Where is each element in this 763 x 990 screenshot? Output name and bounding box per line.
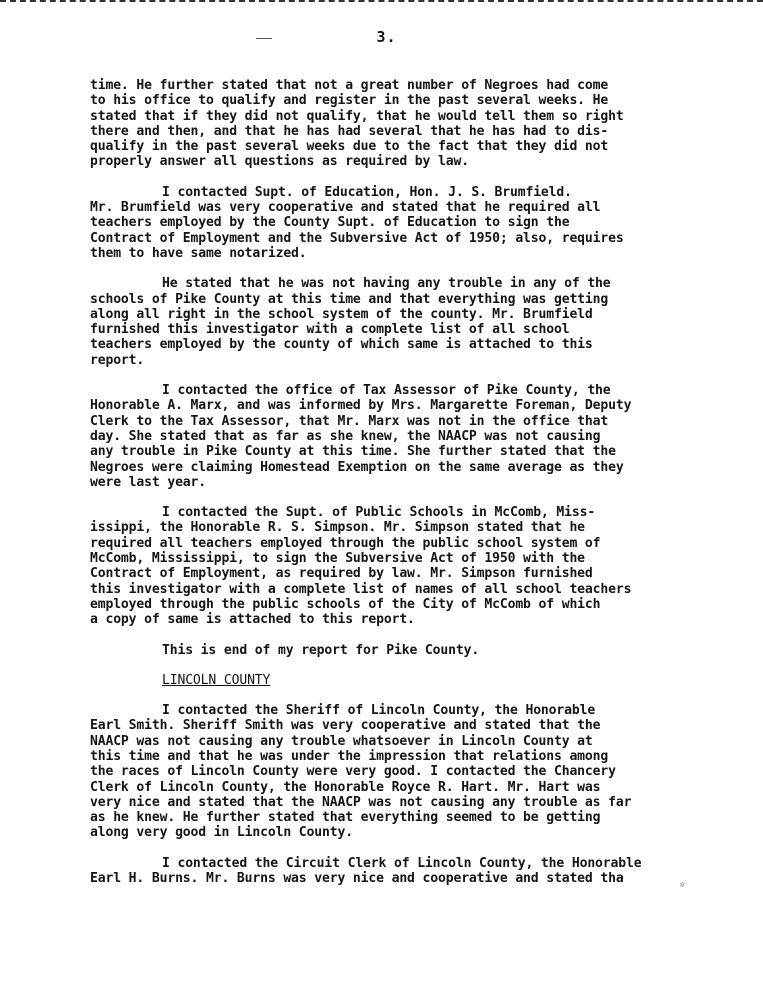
text-line: this investigator with a complete list of names of all school teachers [90,581,632,597]
text-line: Honorable A. Marx, and was informed by Mrs. Margarette Foreman, Deputy [90,398,632,414]
text-line: Earl H. Burns. Mr. Burns was very nice and cooperative and stated tha [90,871,624,887]
text-line: Contract of Employment, as required by law. Mr. Simpson furnished [90,566,593,582]
text-line: report. [90,352,145,368]
text-line: Clerk of Lincoln County, the Honorable Royce R. Hart. Mr. Hart was [90,779,601,795]
text-line: qualify in the past several weeks due to the fact that they did not [90,139,609,155]
scan-artifact: ✲ [679,880,685,890]
section-heading: LINCOLN COUNTY [162,672,271,688]
text-line: stated that if they did not qualify, that he would tell them so right [90,108,624,124]
text-line: along all right in the school system of the county. Mr. Brumfield [90,306,593,322]
text-line: day. She stated that as far as she knew, the NAACP was not causing [90,428,601,444]
text-line: Clerk to the Tax Assessor, that Mr. Marx was not in the office that [90,413,609,429]
text-line: there and then, and that he has had several that he has had to dis- [90,123,609,139]
closing-line: This is end of my report for Pike County. [162,642,480,658]
text-line: were last year. [90,474,206,490]
text-line: issippi, the Honorable R. S. Simpson. Mr. Simpson stated that he [90,520,585,536]
text-line: schools of Pike County at this time and that everything was getting [90,291,609,307]
text-line: McComb, Mississippi, to sign the Subversive Act of 1950 with the [90,551,585,567]
text-line: I contacted the office of Tax Assessor of Pike County, the [162,383,611,399]
paragraph-continuation [90,78,730,170]
text-line: the races of Lincoln County were very good. I contacted the Chancery [90,764,616,780]
text-line: to his office to qualify and register in the past several weeks. He [90,93,609,109]
text-line: as he knew. He further stated that everything seemed to be getting [90,810,601,826]
paragraph-supt-education [90,185,730,261]
text-line: required all teachers employed through the public school system of [90,535,601,551]
text-line: I contacted Supt. of Education, Hon. J. S. Brumfield. [162,184,572,200]
text-line: Earl Smith. Sheriff Smith was very cooperative and stated that the [90,718,601,734]
text-line: He stated that he was not having any trouble in any of the [162,276,611,292]
text-line: I contacted the Supt. of Public Schools in McComb, Miss- [162,505,596,521]
text-line: them to have same notarized. [90,245,307,261]
text-line: Negroes were claiming Homestead Exemption on the same average as they [90,459,624,475]
text-line: NAACP was not causing any trouble whatsoever in Lincoln County at [90,733,593,749]
paragraph-sheriff [90,703,730,841]
text-line: Mr. Brumfield was very cooperative and stated that he required all [90,200,601,216]
text-line: very nice and stated that the NAACP was not causing any trouble as far [90,794,632,810]
text-line: any trouble in Pike County at this time. She further stated that the [90,444,616,460]
text-line: time. He further stated that not a great number of Negroes had come [90,78,609,93]
text-line: Contract of Employment and the Subversive Act of 1950; also, requires [90,230,624,246]
paragraph-circuit-clerk [90,856,730,887]
text-line: this time and that he was under the impression that relations among [90,748,609,764]
text-line: teachers employed by the County Supt. of Education to sign the [90,215,570,231]
text-line: furnished this investigator with a complete list of all school [90,322,570,338]
document-body [90,78,730,901]
text-line: along very good in Lincoln County. [90,825,353,841]
paragraph-tax-assessor [90,383,730,490]
page-number: 3. [376,28,397,46]
paragraph-schools [90,276,730,368]
page-top-edge [0,0,763,9]
text-line: properly answer all questions as required by law. [90,154,469,170]
text-line: I contacted the Sheriff of Lincoln County, the Honorable [162,703,596,719]
text-line: a copy of same is attached to this report. [90,612,415,628]
text-line: teachers employed by the county of which same is attached to this [90,337,593,353]
text-line: I contacted the Circuit Clerk of Lincoln County, the Honorable [162,855,642,871]
text-line: employed through the public schools of the City of McComb of which [90,596,601,612]
paragraph-mccomb-schools [90,505,730,627]
